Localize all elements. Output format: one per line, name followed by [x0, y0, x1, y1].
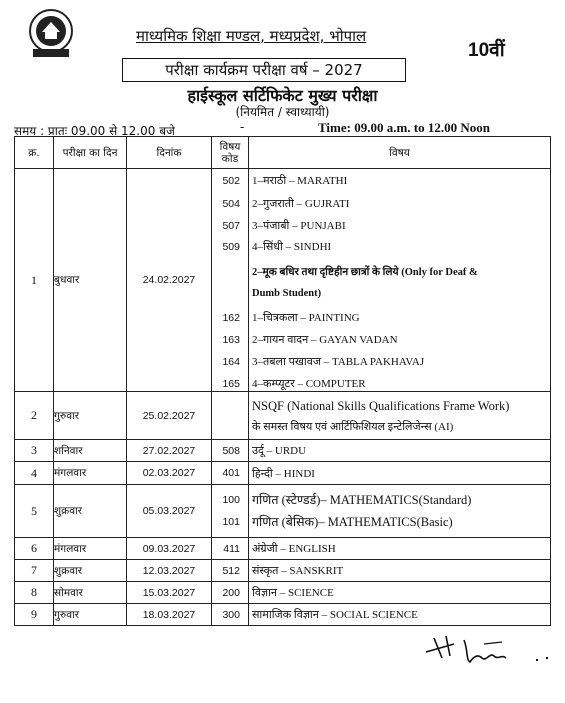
subject-code [212, 261, 248, 283]
row-subjects [249, 462, 551, 485]
signature-mark [424, 630, 554, 670]
board-emblem-logo [28, 8, 74, 60]
subject-name: 2–गायन वादन – GAYAN VADAN [252, 333, 398, 346]
row-subjects [249, 392, 551, 440]
row-day: बुधवार [54, 169, 127, 392]
subject-code: 162 [222, 311, 240, 324]
row-day: शुक्रवार [54, 560, 127, 582]
row-subjects [249, 538, 551, 560]
subject-name: 4–कम्प्यूटर – COMPUTER [252, 377, 366, 390]
row-codes [212, 462, 249, 485]
subject-name: 3–तबला पखावज – TABLA PAKHAVAJ [252, 355, 425, 368]
class-label: 10वीं [468, 40, 505, 61]
exam-subtitle: (नियमित / स्वाध्यायी) [235, 105, 330, 119]
subject-name: 2–गुजराती – GUJRATI [252, 197, 350, 210]
row-subjects [249, 169, 551, 392]
header-day: परीक्षा का दिन [54, 137, 127, 169]
row-subjects [249, 560, 551, 582]
table-row [15, 604, 551, 626]
time-english: Time: 09.00 a.m. to 12.00 Noon [318, 120, 491, 135]
row-sr: 9 [15, 604, 54, 626]
subject-name: अंग्रेजी – ENGLISH [252, 543, 336, 555]
subject-name: हिन्दी – HINDI [252, 467, 315, 480]
row-codes [212, 440, 249, 462]
row-sr: 2 [15, 392, 54, 440]
row-codes [212, 485, 249, 538]
subject-name: उर्दू – URDU [252, 445, 307, 457]
table-row [15, 485, 551, 538]
subject-name: के समस्त विषय एवं आर्टिफिशियल इन्टेलिजेन्स (AI) [252, 420, 454, 433]
subject-name: 3–पंजाबी – PUNJABI [252, 219, 346, 232]
subject-code: 411 [223, 542, 240, 555]
row-date: 24.02.2027 [127, 169, 212, 392]
row-date: 09.03.2027 [127, 538, 212, 560]
row-day: सोमवार [54, 582, 127, 604]
header-date: दिनांक [127, 137, 212, 169]
subject-name: 1–मराठी – MARATHI [252, 174, 348, 187]
subject-code: 502 [222, 174, 240, 187]
exam-schedule-table [14, 136, 551, 626]
row-date: 12.03.2027 [127, 560, 212, 582]
row-codes [212, 538, 249, 560]
row-day: गुरुवार [54, 392, 127, 440]
exam-title: हाईस्कूल सर्टिफिकेट मुख्य परीक्षा [187, 86, 378, 105]
row-date: 05.03.2027 [127, 485, 212, 538]
row-sr: 4 [15, 462, 54, 485]
subject-code: 512 [222, 564, 240, 577]
row-sr: 5 [15, 485, 54, 538]
table-row [15, 440, 551, 462]
subject-name: 4–सिंधी – SINDHI [252, 240, 332, 253]
row-subjects [249, 582, 551, 604]
row-day: गुरुवार [54, 604, 127, 626]
row-day: शुक्रवार [54, 485, 127, 538]
row-date: 18.03.2027 [127, 604, 212, 626]
subject-code: 165 [222, 377, 240, 390]
subject-code: 163 [222, 333, 240, 346]
subject-code: 100 [222, 494, 240, 506]
subject-code: 101 [222, 516, 240, 528]
table-row [15, 560, 551, 582]
board-name: माध्यमिक शिक्षा मण्डल, मध्यप्रदेश, भोपाल [136, 27, 367, 45]
subject-code: 509 [222, 240, 240, 253]
row-subjects [249, 485, 551, 538]
subject-code [212, 283, 248, 303]
table-row [15, 169, 551, 392]
row-sr: 6 [15, 538, 54, 560]
row-sr: 1 [15, 169, 54, 392]
row-codes [212, 560, 249, 582]
subject-name: गणित (स्टेण्डर्ड)– MATHEMATICS(Standard) [252, 493, 472, 507]
table-header-row [15, 137, 551, 169]
program-title-box: परीक्षा कार्यक्रम परीक्षा वर्ष – 2027 [122, 58, 406, 82]
row-day: मंगलवार [54, 462, 127, 485]
subject-code: 504 [222, 197, 240, 210]
header-code: विषय कोड [212, 137, 249, 169]
subject-code: 300 [222, 608, 240, 621]
subject-code: 164 [222, 355, 240, 368]
table-row [15, 582, 551, 604]
subject-name: विज्ञान – SCIENCE [252, 587, 334, 599]
row-subjects [249, 440, 551, 462]
row-date: 27.02.2027 [127, 440, 212, 462]
table-row [15, 392, 551, 440]
time-hindi: समय : प्रातः 09.00 से 12.00 बजे [14, 124, 175, 138]
row-codes [212, 392, 249, 440]
row-sr: 3 [15, 440, 54, 462]
row-sr: 7 [15, 560, 54, 582]
subject-code: 507 [222, 219, 240, 232]
subject-name: गणित (बेसिक)– MATHEMATICS(Basic) [252, 515, 453, 529]
header-sr: क्र. [15, 137, 54, 169]
subject-code: 200 [222, 586, 240, 599]
subject-code: 508 [222, 444, 240, 457]
time-separator: - [240, 120, 245, 134]
subject-name: 1–चित्रकला – PAINTING [252, 311, 360, 324]
row-codes [212, 582, 249, 604]
row-codes [212, 169, 249, 392]
table-row [15, 538, 551, 560]
table-row [15, 462, 551, 485]
subject-name: 2–मूक बधिर तथा दृष्टिहीन छात्रों के लिये (Only for Deaf & [252, 266, 478, 278]
subject-name: Dumb Student) [252, 287, 322, 299]
row-subjects [249, 604, 551, 626]
subject-name: सामाजिक विज्ञान – SOCIAL SCIENCE [252, 609, 418, 621]
subject-name: NSQF (National Skills Qualifications Frame Work) [252, 398, 510, 413]
subject-code: 401 [222, 467, 240, 479]
row-day: मंगलवार [54, 538, 127, 560]
row-date: 02.03.2027 [127, 462, 212, 485]
row-codes [212, 604, 249, 626]
row-date: 25.02.2027 [127, 392, 212, 440]
subject-name: संस्कृत – SANSKRIT [252, 565, 344, 577]
header-subject: विषय [249, 137, 551, 169]
row-day: शनिवार [54, 440, 127, 462]
row-sr: 8 [15, 582, 54, 604]
row-date: 15.03.2027 [127, 582, 212, 604]
